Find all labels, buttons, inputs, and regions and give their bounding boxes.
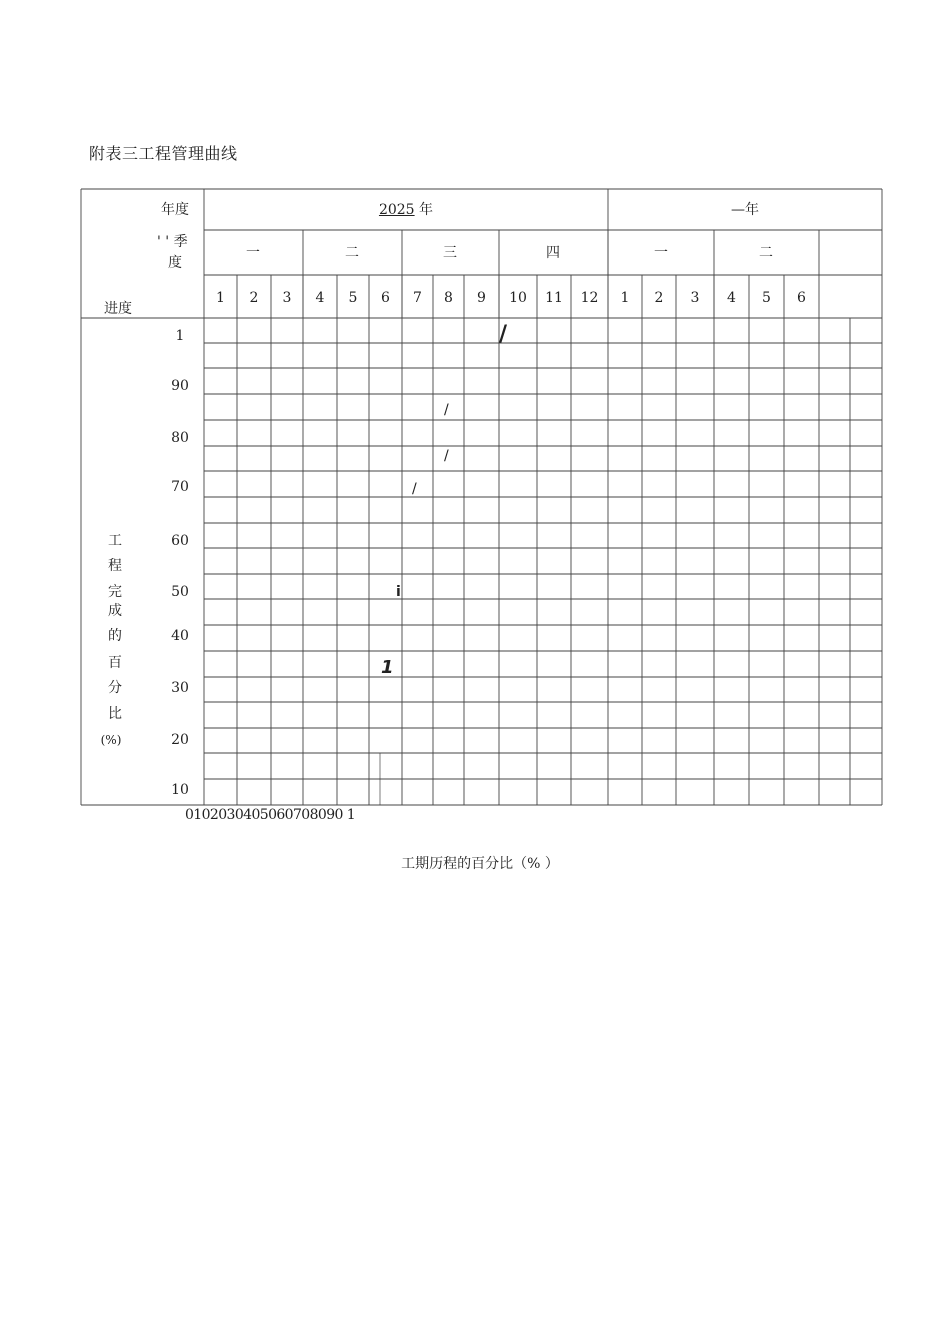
- y-axis-label-char: 分: [108, 680, 122, 696]
- year-2025-number: 2025: [378, 202, 415, 218]
- y-axis-label-char: 完: [108, 584, 122, 600]
- year-2025: [379, 202, 433, 218]
- month-label: 6: [797, 290, 806, 306]
- y-tick-label: 20: [171, 732, 189, 748]
- month-label: 4: [315, 290, 325, 306]
- curve-mark: /: [444, 448, 449, 464]
- month-label: 1: [216, 290, 225, 306]
- curve-mark: 1: [381, 657, 394, 678]
- season-header-label-2: 度: [168, 255, 182, 271]
- y-tick-label: 30: [171, 680, 189, 696]
- quarter-label: 二: [345, 245, 359, 261]
- month-label: 8: [444, 290, 453, 306]
- x-axis-label: 工期历程的百分比（% ）: [401, 856, 559, 872]
- y-tick-label: 70: [171, 479, 189, 495]
- y-axis-label-char: (%): [100, 733, 122, 747]
- curve-mark: /: [412, 481, 417, 497]
- y-axis-label-char: 百: [108, 655, 122, 671]
- quarter-label: 三: [443, 245, 457, 261]
- year-2025-suffix: 年: [414, 202, 434, 218]
- year-header-label: 年度: [161, 202, 189, 218]
- y-tick-label: 80: [171, 430, 189, 446]
- x-axis-ticks: 0102030405060708090 1: [185, 807, 355, 823]
- page-title: 附表三工程管理曲线: [89, 144, 238, 163]
- quarter-label: 一: [654, 245, 668, 261]
- y-tick-label: 40: [171, 628, 189, 644]
- curve-mark: i: [396, 584, 401, 600]
- month-label: 4: [727, 290, 736, 306]
- month-label: 3: [282, 290, 292, 306]
- quarter-label: 二: [759, 245, 773, 261]
- month-label: 6: [381, 290, 390, 306]
- y-axis-label-char: 成: [108, 603, 122, 619]
- quarter-label: 一: [246, 245, 260, 261]
- quarter-label: 四: [546, 245, 560, 261]
- curve-mark: /: [444, 402, 449, 418]
- y-tick-label: 90: [171, 378, 189, 394]
- y-axis-label-char: 的: [108, 628, 122, 644]
- season-header-label: ' ' 季: [157, 234, 188, 250]
- month-label: 10: [509, 290, 527, 306]
- month-label: 9: [477, 290, 486, 306]
- y-tick-label: 60: [171, 533, 189, 549]
- y-axis-label-char: 程: [108, 558, 122, 574]
- month-label: 5: [348, 290, 358, 306]
- year-next: —年: [731, 202, 759, 218]
- progress-header-label: 进度: [104, 301, 132, 317]
- month-label: 1: [620, 290, 630, 306]
- month-label: 12: [580, 290, 599, 306]
- month-label: 7: [413, 290, 422, 306]
- curve-mark: /: [499, 322, 508, 347]
- month-label: 2: [654, 290, 664, 306]
- y-axis-label-char: 比: [108, 706, 122, 722]
- month-label: 11: [545, 290, 563, 306]
- y-tick-label: 10: [171, 782, 189, 798]
- y-axis-label-char: 工: [108, 533, 122, 549]
- y-tick-label: 50: [171, 584, 189, 600]
- y-tick-label: 1: [175, 328, 185, 344]
- month-label: 3: [690, 290, 700, 306]
- month-label: 2: [249, 290, 259, 306]
- month-label: 5: [762, 290, 771, 306]
